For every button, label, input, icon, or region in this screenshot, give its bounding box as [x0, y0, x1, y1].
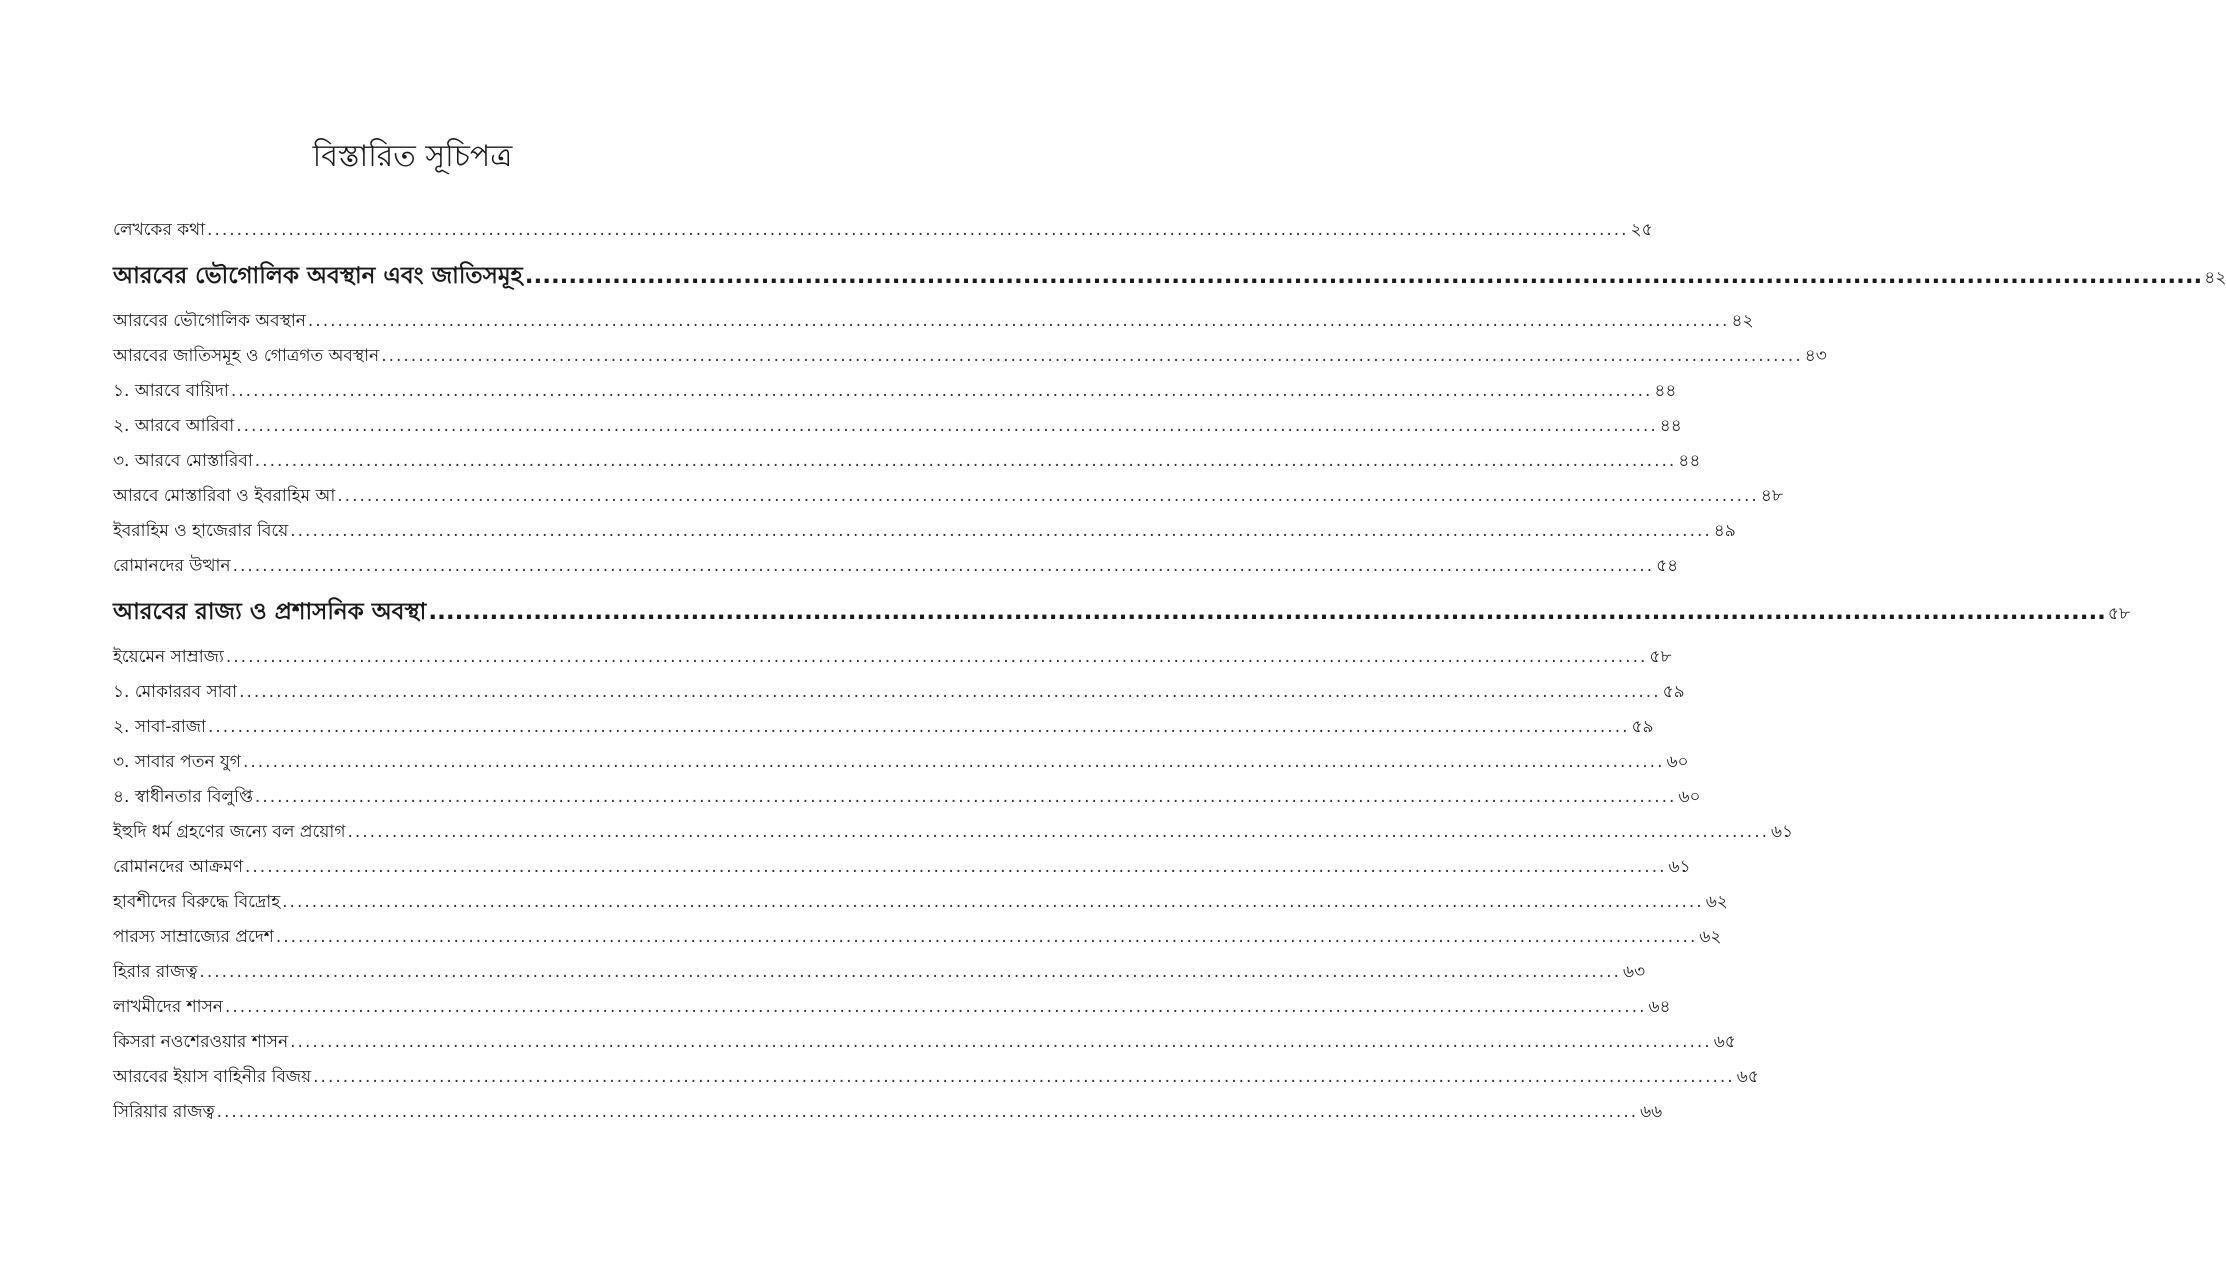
toc-entry-label: লাখমীদের শাসন	[113, 997, 223, 1017]
toc-entry-label: আরবের জাতিসমূহ ও গোত্রগত অবস্থান	[113, 346, 380, 366]
dot-leader	[276, 920, 1698, 955]
dot-leader	[525, 248, 2203, 304]
toc-entry-page: ৬১	[1771, 822, 1794, 842]
toc-entry-label: ৪. স্বাধীনতার বিলুপ্তি	[113, 787, 253, 807]
toc-entry-page: ৫৯	[1662, 682, 1685, 702]
toc-entry[interactable]	[113, 1060, 1759, 1095]
toc-entry[interactable]	[113, 339, 1827, 374]
toc-entry-label: আরবের ইয়াস বাহিনীর বিজয়	[113, 1067, 312, 1087]
toc-section-label: আরবের ভৌগোলিক অবস্থান এবং জাতিসমূহ	[113, 263, 523, 289]
toc-entry[interactable]	[113, 675, 1685, 710]
toc-entry[interactable]	[113, 885, 1728, 920]
toc-entry[interactable]	[113, 710, 1654, 745]
toc-entry-label: কিসরা নওশেরওয়ার শাসন	[113, 1032, 289, 1052]
toc-entry[interactable]	[113, 745, 1689, 780]
dot-leader	[381, 339, 1803, 374]
dot-leader	[290, 1025, 1712, 1060]
dot-leader	[243, 745, 1665, 780]
toc-entry-page: ৬৫	[1713, 1032, 1736, 1052]
toc-entry-page: ৪২	[1731, 311, 1754, 331]
toc-entry-label: হিরার রাজত্ব	[113, 962, 198, 982]
toc-entry[interactable]	[113, 1025, 1736, 1060]
toc-entry[interactable]	[113, 850, 1691, 885]
toc-entry[interactable]	[113, 955, 1646, 990]
toc-entry[interactable]	[113, 549, 1679, 584]
toc-entry-label: ইয়েমেন সাম্রাজ্য	[113, 647, 224, 667]
toc-entry[interactable]	[113, 444, 1701, 479]
toc-entry-label: ইবরাহিম ও হাজেরার বিয়ে	[113, 521, 289, 541]
page-title: বিস্তারিত সূচিপত্র	[312, 139, 513, 174]
toc-section-heading[interactable]	[113, 248, 2226, 304]
toc-entry-page: ৪৪	[1659, 416, 1682, 436]
toc-entry-label: ১. আরবে বায়িদা	[113, 381, 229, 401]
toc-entry[interactable]	[113, 514, 1736, 549]
toc-entry-page: ৬৪	[1648, 997, 1671, 1017]
toc-entry-label: পারস্য সাম্রাজ্যের প্রদেশ	[113, 927, 274, 947]
toc-entry-page: ৬৬	[1640, 1102, 1663, 1122]
dot-leader	[308, 304, 1730, 339]
toc-entry-label: ৩. আরবে মোস্তারিবা	[113, 451, 253, 471]
toc-entry-label: আরবের ভৌগোলিক অবস্থান	[113, 311, 306, 331]
toc-entry[interactable]	[113, 409, 1682, 444]
toc-entry-label: ১. মোকাররব সাবা	[113, 682, 238, 702]
toc-entry[interactable]	[113, 990, 1671, 1025]
dot-leader	[217, 1095, 1639, 1130]
dot-leader	[208, 710, 1630, 745]
toc-section-label: আরবের রাজ্য ও প্রশাসনিক অবস্থা	[113, 599, 427, 625]
dot-leader	[347, 815, 1769, 850]
dot-leader	[337, 479, 1759, 514]
dot-leader	[313, 1060, 1735, 1095]
dot-leader	[245, 850, 1667, 885]
dot-leader	[255, 780, 1677, 815]
toc-entry[interactable]	[113, 1095, 1663, 1130]
toc-entry-label: ২. সাবা-রাজা	[113, 717, 206, 737]
toc-entry-page: ৬১	[1668, 857, 1691, 877]
toc-entry-page: ২৫	[1630, 220, 1653, 240]
dot-leader	[231, 374, 1653, 409]
toc-entry-page: ৬০	[1666, 752, 1689, 772]
toc-entry-page: ৬২	[1705, 892, 1728, 912]
toc-entry-label: আরবে মোস্তারিবা ও ইবরাহিম আ	[113, 486, 336, 506]
toc-entry[interactable]	[113, 479, 1783, 514]
dot-leader	[255, 444, 1677, 479]
toc-entry-page: ৫৯	[1631, 717, 1654, 737]
dot-leader	[226, 640, 1648, 675]
toc-entry-page: ৬৫	[1736, 1067, 1759, 1087]
toc-entry[interactable]	[113, 815, 1794, 850]
dot-leader	[233, 549, 1655, 584]
dot-leader	[290, 514, 1712, 549]
toc-entry-label: রোমানদের উত্থান	[113, 556, 231, 576]
dot-leader	[225, 990, 1647, 1025]
toc-entry[interactable]	[113, 374, 1677, 409]
toc-entry[interactable]	[113, 304, 1754, 339]
toc-entry-page: ৬২	[1699, 927, 1722, 947]
toc-section-heading[interactable]	[113, 584, 2130, 640]
toc-entry-label: লেখকের কথা	[113, 220, 206, 240]
toc-entry-page: ৪৪	[1654, 381, 1677, 401]
dot-leader	[199, 955, 1621, 990]
toc-entry-page: ৬০	[1678, 787, 1701, 807]
toc-entry-page: ৫৮	[1649, 647, 1672, 667]
toc-entry[interactable]	[113, 640, 1672, 675]
toc-entry[interactable]	[113, 780, 1701, 815]
table-of-contents	[113, 213, 2226, 1130]
toc-entry-page: ৫৮	[2107, 604, 2130, 624]
toc-entry-label: ২. আরবে আরিবা	[113, 416, 235, 436]
toc-entry-label: সিরিয়ার রাজত্ব	[113, 1102, 215, 1122]
dot-leader	[239, 675, 1661, 710]
toc-entry-label: হাবশীদের বিরুদ্ধে বিদ্রোহ	[113, 892, 281, 912]
toc-entry-page: ৪৩	[1804, 346, 1827, 366]
toc-entry[interactable]	[113, 920, 1722, 955]
toc-entry-label: ইহুদি ধর্ম গ্রহণের জন্যে বল প্রয়োগ	[113, 822, 346, 842]
toc-entry-page: ৪৯	[1713, 521, 1736, 541]
toc-entry-page: ৪২	[2204, 268, 2226, 288]
toc-entry-page: ৬৩	[1622, 962, 1646, 982]
dot-leader	[207, 213, 1629, 248]
dot-leader	[282, 885, 1704, 920]
toc-entry-label: ৩. সাবার পতন যুগ	[113, 752, 241, 772]
toc-entry-page: ৪৪	[1678, 451, 1701, 471]
dot-leader	[428, 584, 2106, 640]
toc-entry-page: ৪৮	[1760, 486, 1783, 506]
toc-entry[interactable]	[113, 213, 1653, 248]
dot-leader	[236, 409, 1658, 444]
toc-entry-label: রোমানদের আক্রমণ	[113, 857, 243, 877]
toc-entry-page: ৫৪	[1656, 556, 1679, 576]
